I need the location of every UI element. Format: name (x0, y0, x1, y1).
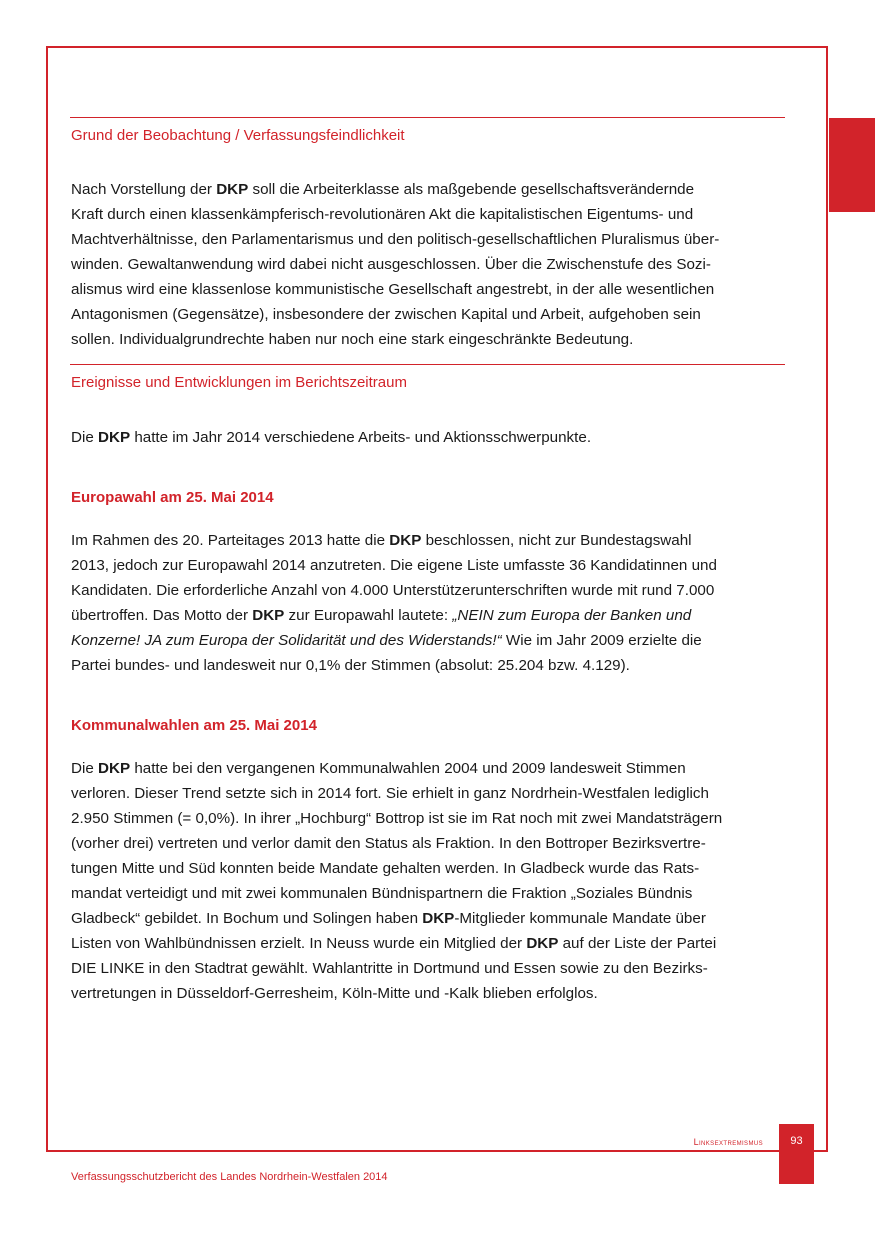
bold-term: DKP (98, 760, 131, 777)
text-line: Kandidaten. Die erforderliche Anzahl von 4.000 Unterstützerunterschriften wurde mit rund 7.000 (71, 582, 715, 599)
page-number: 93 (790, 1135, 803, 1147)
paragraph-europawahl (71, 528, 787, 678)
text-line: Machtverhältnisse, den Parlamentarismus und den politisch-gesellschaftlichen Pluralismus über- (71, 231, 720, 248)
bold-term: DKP (389, 532, 422, 549)
text-line: 2.950 Stimmen (= 0,0%). In ihrer „Hochburg“ Bottrop ist sie im Rat noch mit zwei Mandatsträgern (71, 810, 723, 827)
text-line: Antagonismen (Gegensätze), insbesondere der zwischen Kapital und Arbeit, aufgehoben sein (71, 306, 701, 323)
paragraph-grund (71, 177, 787, 352)
section-heading-grund: Grund der Beobachtung / Verfassungsfeindlichkeit (71, 127, 405, 144)
section-rule (70, 364, 785, 365)
section-heading-ereignisse: Ereignisse und Entwicklungen im Berichtszeitraum (71, 374, 407, 391)
bold-term: DKP (422, 910, 455, 927)
text-line: übertroffen. Das Motto der DKP zur Europawahl lautete: „NEIN zum Europa der Banken und (71, 607, 692, 624)
text-line: verloren. Dieser Trend setzte sich in 2014 fort. Sie erhielt in ganz Nordrhein-Westfalen lediglich (71, 785, 709, 802)
text-line: Gladbeck“ gebildet. In Bochum und Solingen haben DKP-Mitglieder kommunale Mandate über (71, 910, 706, 927)
italic-quote: Konzerne! JA zum Europa der Solidarität und des Widerstands!“ (71, 632, 502, 649)
text-line: alismus wird eine klassenlose kommunistische Gesellschaft angestrebt, in der alle wesentlichen (71, 281, 715, 298)
text-line: Im Rahmen des 20. Parteitages 2013 hatte die DKP beschlossen, nicht zur Bundestagswahl (71, 532, 692, 549)
text-line: Die DKP hatte im Jahr 2014 verschiedene Arbeits- und Aktionsschwerpunkte. (71, 429, 592, 446)
subheading-europawahl: Europawahl am 25. Mai 2014 (71, 489, 274, 506)
text-line: Partei bundes- und landesweit nur 0,1% der Stimmen (absolut: 25.204 bzw. 4.129). (71, 657, 630, 674)
italic-quote: „NEIN zum Europa der Banken und (452, 607, 692, 624)
paragraph-kommunalwahlen (71, 756, 787, 1006)
paragraph-intro (71, 425, 787, 450)
text-line: Die DKP hatte bei den vergangenen Kommunalwahlen 2004 und 2009 landesweit Stimmen (71, 760, 686, 777)
text-line: tungen Mitte und Süd konnten beide Mandate gehalten werden. In Gladbeck wurde das Rats- (71, 860, 700, 877)
section-rule (70, 117, 785, 118)
bold-term: DKP (252, 607, 285, 624)
text-line: 2013, jedoch zur Europawahl 2014 anzutreten. Die eigene Liste umfasste 36 Kandidatinnen und (71, 557, 717, 574)
text-line: Kraft durch einen klassenkämpferisch-revolutionären Akt die kapitalistischen Eigentums- und (71, 206, 694, 223)
text-line: winden. Gewaltanwendung wird dabei nicht ausgeschlossen. Über die Zwischenstufe des Sozi- (71, 256, 711, 273)
bold-term: DKP (216, 181, 249, 198)
text-line: vertretungen in Düsseldorf-Gerresheim, Köln-Mitte und -Kalk blieben erfolglos. (71, 985, 598, 1002)
subheading-kommunalwahlen: Kommunalwahlen am 25. Mai 2014 (71, 717, 317, 734)
bold-term: DKP (98, 429, 131, 446)
text-line: sollen. Individualgrundrechte haben nur noch eine stark eingeschränkte Bedeutung. (71, 331, 634, 348)
page-number-box (779, 1124, 814, 1184)
text-line: Konzerne! JA zum Europa der Solidarität und des Widerstands!“ Wie im Jahr 2009 erzielte die (71, 632, 702, 649)
text-line: (vorher drei) vertreten und verlor damit den Status als Fraktion. In den Bottroper Bezirksvertre- (71, 835, 706, 852)
publication-title: Verfassungsschutzbericht des Landes Nordrhein-Westfalen 2014 (71, 1171, 388, 1183)
text-line: Listen von Wahlbündnissen erzielt. In Neuss wurde ein Mitglied der DKP auf der Liste der Partei (71, 935, 717, 952)
text-line: Nach Vorstellung der DKP soll die Arbeiterklasse als maßgebende gesellschaftsverändernde (71, 181, 695, 198)
text-line: DIE LINKE in den Stadtrat gewählt. Wahlantritte in Dortmund und Essen sowie zu den Bezirks- (71, 960, 708, 977)
footer-section-label: Linksextremismus (693, 1137, 763, 1147)
chapter-tab (829, 118, 875, 212)
text-line: mandat verteidigt und mit zwei kommunalen Bündnispartnern die Fraktion „Soziales Bündnis (71, 885, 693, 902)
bold-term: DKP (526, 935, 559, 952)
